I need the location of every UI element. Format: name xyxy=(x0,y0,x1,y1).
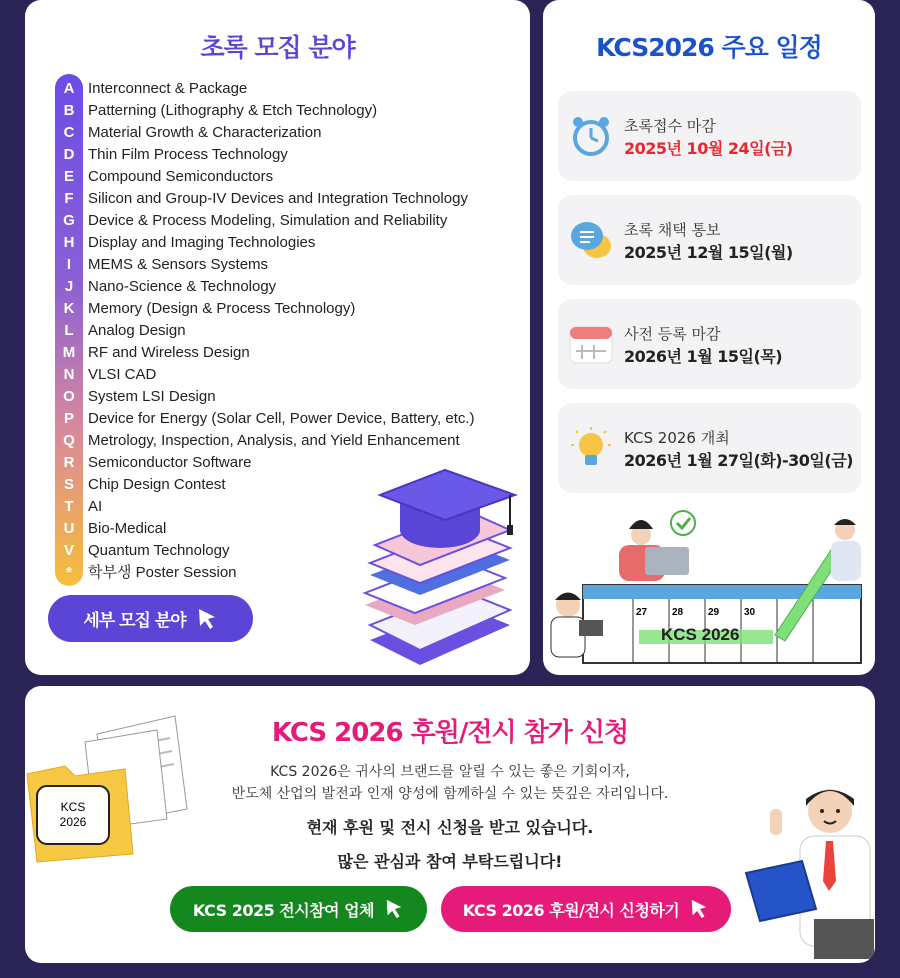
schedule-card xyxy=(543,0,875,675)
sponsor-desc-line1: KCS 2026은 귀사의 브랜드를 알릴 수 있는 좋은 기회이자, xyxy=(270,764,630,780)
topic-item: MEMS & Sensors Systems xyxy=(88,256,269,273)
topic-item: Device for Energy (Solar Cell, Power Device, Battery, etc.) xyxy=(88,410,475,427)
kcs2026-sponsor-apply-button[interactable] xyxy=(441,886,731,932)
topic-item: Semiconductor Software xyxy=(88,454,252,471)
folder-label-line2: 2026 xyxy=(59,815,87,829)
schedule-title: KCS2026 주요 일정 xyxy=(596,33,822,62)
topic-item: Nano-Science & Technology xyxy=(88,278,277,295)
topic-item: Interconnect & Package xyxy=(88,80,248,97)
kcs2025-exhibitors-button-label: KCS 2025 전시참여 업체 xyxy=(192,900,375,920)
schedule-date: 2025년 10월 24일(금) xyxy=(624,139,793,158)
schedule-date: 2026년 1월 15일(목) xyxy=(624,347,783,366)
topic-item: Thin Film Process Technology xyxy=(88,146,288,163)
detail-topics-button-label: 세부 모집 분야 xyxy=(83,611,186,631)
topic-item: 학부생 Poster Session xyxy=(88,564,237,581)
books-graduation-cap-illustration xyxy=(350,465,525,670)
kcs2026-sponsor-apply-button-label: KCS 2026 후원/전시 신청하기 xyxy=(462,900,680,920)
topics-title: 초록 모집 분야 xyxy=(200,33,355,62)
topic-item: Quantum Technology xyxy=(88,542,230,559)
topic-letter: N xyxy=(63,366,75,383)
kcs2025-exhibitors-button[interactable] xyxy=(170,886,427,932)
topic-letter: T xyxy=(64,498,74,515)
calendar-day: 30 xyxy=(744,607,756,618)
topic-item: Display and Imaging Technologies xyxy=(88,234,316,251)
schedule-label: 초록 채택 통보 xyxy=(624,221,721,239)
topic-item: Device & Process Modeling, Simulation and Reliability xyxy=(88,212,448,229)
topic-letter: V xyxy=(63,542,74,559)
topic-letter: I xyxy=(66,256,72,273)
alarm-clock-icon xyxy=(568,113,614,159)
topic-letter: A xyxy=(63,80,75,97)
topic-item: Compound Semiconductors xyxy=(88,168,274,185)
sponsor-emphasis-1: 현재 후원 및 전시 신청을 받고 있습니다. xyxy=(306,818,594,837)
topic-item: Material Growth & Characterization xyxy=(88,124,322,141)
sponsor-emphasis-2: 많은 관심과 참여 부탁드립니다! xyxy=(337,852,563,871)
calendar-icon xyxy=(568,321,614,367)
topic-letter: O xyxy=(63,388,75,405)
cursor-icon xyxy=(384,898,404,920)
topic-item: System LSI Design xyxy=(88,388,216,405)
schedule-label: 사전 등록 마감 xyxy=(624,325,721,343)
schedule-item-conference xyxy=(558,403,861,493)
cursor-icon xyxy=(689,898,709,920)
topic-letters xyxy=(55,78,83,584)
topic-letter: E xyxy=(63,168,74,185)
topic-item: Memory (Design & Process Technology) xyxy=(88,300,356,317)
businessman-laptop-illustration xyxy=(740,781,875,961)
schedule-label: KCS 2026 개최 xyxy=(624,429,730,447)
topic-item: Patterning (Lithography & Etch Technology) xyxy=(88,102,378,119)
calendar-day: 28 xyxy=(672,607,684,618)
topic-letter: K xyxy=(63,300,75,317)
topic-item: Metrology, Inspection, Analysis, and Yield Enhancement xyxy=(88,432,460,449)
topic-letter: M xyxy=(62,344,76,361)
topic-item: Bio-Medical xyxy=(88,520,167,537)
topic-letter: Q xyxy=(63,432,75,449)
cursor-icon xyxy=(196,607,218,631)
schedule-label: 초록접수 마감 xyxy=(624,117,716,135)
topic-item: Chip Design Contest xyxy=(88,476,226,493)
topic-letter: H xyxy=(63,234,75,251)
topic-item: RF and Wireless Design xyxy=(88,344,250,361)
topic-item: Silicon and Group-IV Devices and Integration Technology xyxy=(88,190,468,207)
topic-letter: S xyxy=(63,476,74,493)
topic-letter: U xyxy=(63,520,75,537)
chat-bubble-icon xyxy=(568,217,614,263)
lightbulb-icon xyxy=(568,425,614,471)
topic-letter: * xyxy=(66,564,72,581)
topic-item: Analog Design xyxy=(88,322,186,339)
calendar-banner: KCS 2026 xyxy=(661,625,740,644)
schedule-item-acceptance-notice xyxy=(558,195,861,285)
calendar-people-illustration xyxy=(543,505,875,675)
topic-letter: F xyxy=(64,190,74,207)
topics-card xyxy=(25,0,530,675)
calendar-day: 29 xyxy=(708,607,720,618)
detail-topics-button[interactable] xyxy=(48,595,253,642)
schedule-item-abstract-deadline xyxy=(558,91,861,181)
topic-letter: R xyxy=(63,454,75,471)
schedule-date: 2025년 12월 15일(월) xyxy=(624,243,793,262)
topic-letter: D xyxy=(63,146,75,163)
folder-label-line1: KCS xyxy=(60,800,86,814)
topic-item: AI xyxy=(88,498,103,515)
topic-letter: J xyxy=(64,278,74,295)
topic-item: VLSI CAD xyxy=(88,366,157,383)
schedule-date: 2026년 1월 27일(화)-30일(금) xyxy=(624,451,853,470)
folder-documents-illustration xyxy=(25,714,190,864)
topic-letter: C xyxy=(63,124,75,141)
schedule-item-preregistration xyxy=(558,299,861,389)
sponsor-card xyxy=(25,686,875,963)
topic-letter: L xyxy=(64,322,74,339)
sponsor-desc-line2: 반도체 산업의 발전과 인재 양성에 함께하실 수 있는 뜻깊은 자리입니다. xyxy=(231,786,669,802)
topic-letter: B xyxy=(63,102,75,119)
topic-letter: P xyxy=(63,410,74,427)
calendar-day: 27 xyxy=(636,607,648,618)
sponsor-title: KCS 2026 후원/전시 참가 신청 xyxy=(271,718,629,748)
topic-letter: G xyxy=(63,212,75,229)
